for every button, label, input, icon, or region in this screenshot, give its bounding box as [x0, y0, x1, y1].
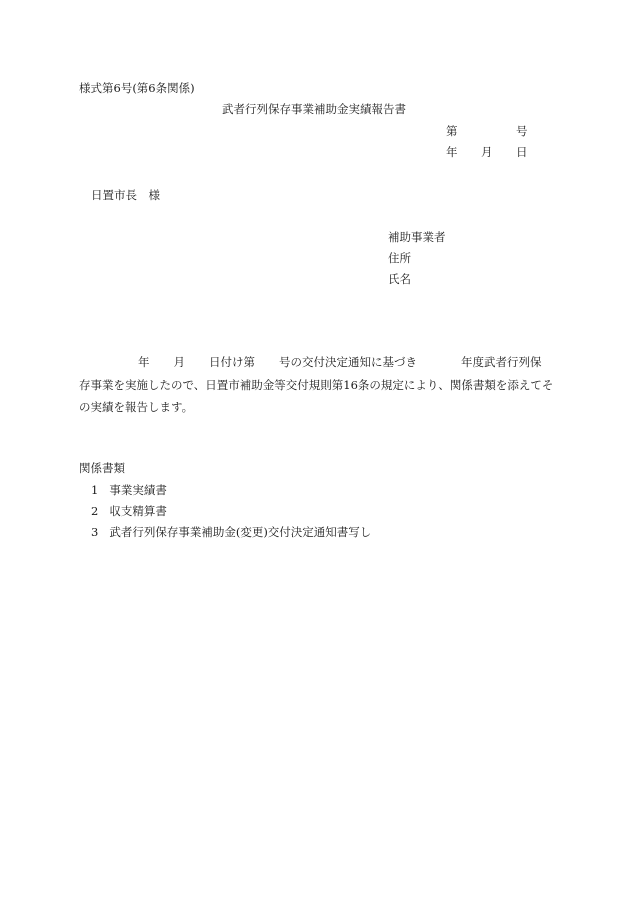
addressee: 日置市長 様 [91, 188, 160, 202]
applicant-name-label: 氏名 [388, 272, 411, 286]
document-item-text: 武者行列保存事業補助金(変更)交付決定通知書写し [109, 525, 372, 539]
document-item-number: 3 [91, 525, 99, 539]
document-item-2 [91, 503, 167, 519]
document-item-number: 1 [91, 483, 99, 497]
applicant-role: 補助事業者 [388, 230, 446, 244]
document-item-3 [91, 524, 371, 540]
number-dai: 第 [446, 124, 458, 138]
number-go: 号 [516, 124, 528, 138]
documents-heading: 関係書類 [79, 461, 125, 475]
date-day: 日 [516, 145, 528, 159]
document-item-number: 2 [91, 504, 99, 518]
body-line-1 [79, 351, 561, 374]
form-label: 様式第6号(第6条関係) [79, 81, 195, 95]
document-item-text: 収支精算書 [109, 504, 167, 518]
body-line-3: の実績を報告します。 [79, 400, 194, 414]
date-month: 月 [481, 145, 493, 159]
document-item-1 [91, 482, 167, 498]
applicant-address-label: 住所 [388, 251, 411, 265]
body-notice-ref: 号の交付決定通知に基づき [279, 355, 417, 369]
date-year: 年 [446, 145, 458, 159]
body-line-2: 存事業を実施したので、日置市補助金等交付規則第16条の規定により、関係書類を添えてそ [79, 377, 554, 392]
document-item-text: 事業実績書 [109, 483, 167, 497]
document-title: 武者行列保存事業補助金実績報告書 [222, 102, 406, 116]
report-body [79, 351, 561, 419]
body-month: 月 [173, 355, 185, 369]
body-date-ref: 日付け第 [209, 355, 255, 369]
body-fiscal-year: 年度武者行列保 [461, 355, 542, 369]
body-year: 年 [138, 355, 150, 369]
